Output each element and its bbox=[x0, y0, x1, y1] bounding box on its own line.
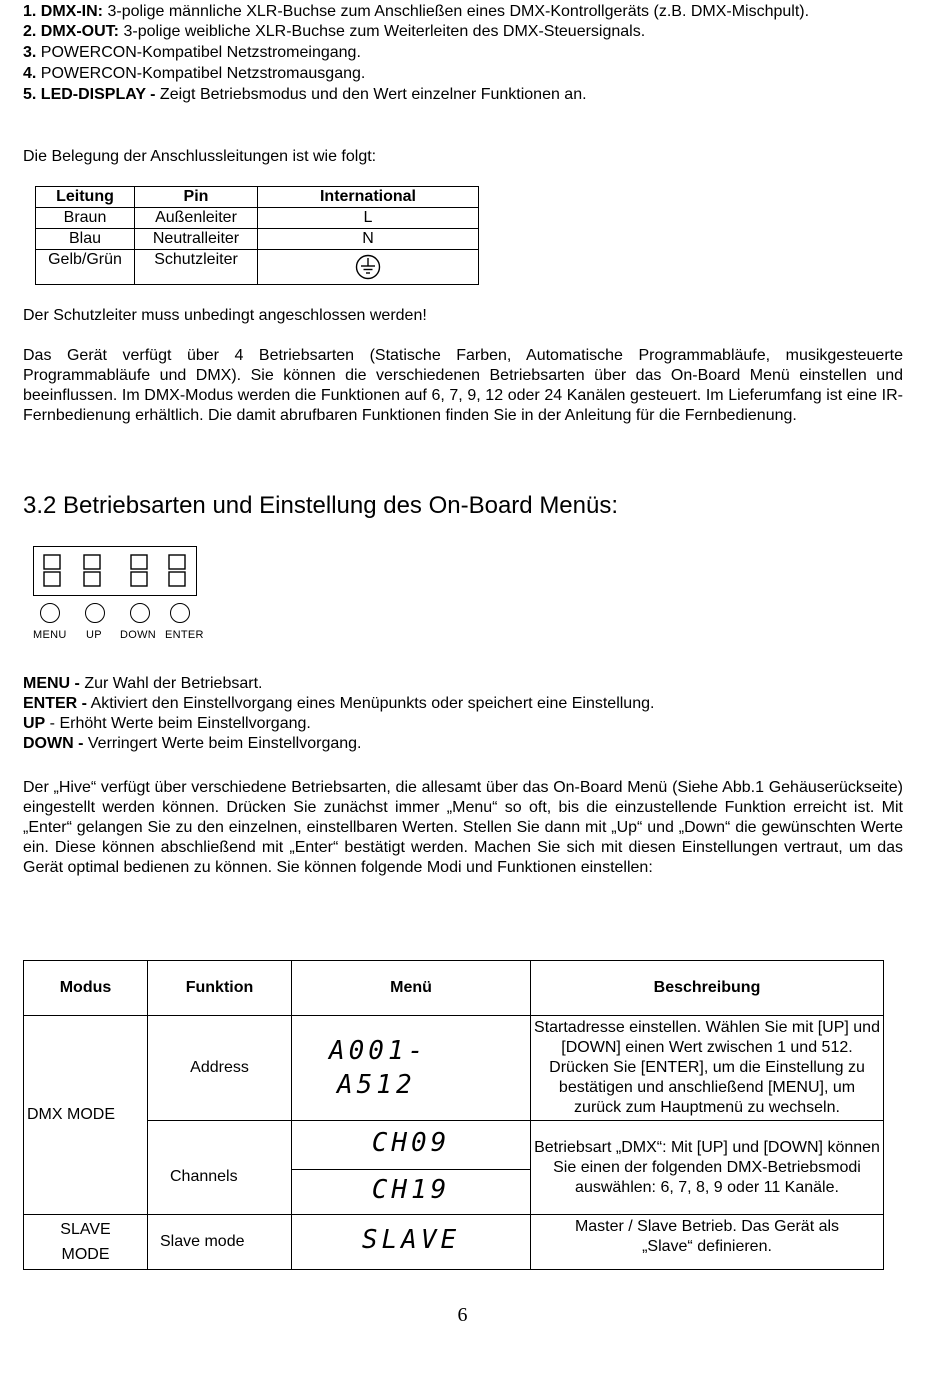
cell-international bbox=[258, 250, 479, 285]
header-pin: Pin bbox=[135, 187, 258, 208]
header-modus: Modus bbox=[24, 961, 148, 1016]
button-desc-menu: MENU - Zur Wahl der Betriebsart. bbox=[23, 675, 263, 692]
menu-button-label: MENU bbox=[33, 629, 67, 641]
table-row bbox=[36, 250, 479, 285]
slave-mode-line2: MODE bbox=[61, 1246, 110, 1263]
slave-desc-line2: „Slave“ definieren. bbox=[642, 1238, 772, 1255]
cell-slave-desc bbox=[531, 1215, 884, 1270]
cell-channels-desc: Betriebsart „DMX“: Mit [UP] und [DOWN] können Sie einen der folgenden DMX-Betriebsmodi auswählen: 6, 7, 8, 9 oder 11 Kanäle. bbox=[531, 1121, 884, 1215]
cell-leitung: Braun bbox=[36, 208, 135, 229]
section-heading: 3.2 Betriebsarten und Einstellung des On-Board Menüs: bbox=[23, 492, 619, 519]
cell-international: N bbox=[258, 229, 479, 250]
cell-channels-display-1: CH09 bbox=[292, 1121, 531, 1170]
cell-address: Address bbox=[148, 1016, 292, 1121]
table-row bbox=[36, 208, 479, 229]
up-button-label: UP bbox=[86, 629, 102, 641]
menu-table-header bbox=[24, 961, 884, 1016]
cell-address-desc: Startadresse einstellen. Wählen Sie mit [UP] und [DOWN] einen Wert zwischen 1 und 512. Drücken Sie [ENTER], um die Einstellung zu bestätigen und anschließend [MENU], um zurück zum Hauptmenü zu wechseln. bbox=[531, 1016, 884, 1121]
hive-paragraph: Der „Hive“ verfügt über verschiedene Betriebsarten, die allesamt über das On-Board Menü (Siehe Abb.1 Gehäuserückseite) eingestellt werden können. Drücken Sie zunächst immer „Menu“ so oft, bis die einzustellende Funktion erreicht ist. Mit „Enter“ gelangen Sie zu den einzelnen, einstellbaren Werten. Stellen Sie dann mit „Up“ und „Down“ die gewünschten Werte ein. Diese können abschließend mit „Enter“ bestätigt werden. Machen Sie sich mit diesen Einstellungen vertraut, um das Gerät optimal bedienen zu können. Sie können folgende Modi und Funktionen einstellen: bbox=[23, 779, 903, 876]
down-button-label: DOWN bbox=[120, 629, 157, 641]
earth-warning: Der Schutzleiter muss unbedingt angeschlossen werden! bbox=[23, 307, 427, 324]
table-row bbox=[24, 1121, 884, 1170]
slave-mode-line1: SLAVE bbox=[60, 1221, 111, 1238]
wiring-intro: Die Belegung der Anschlussleitungen ist wie folgt: bbox=[23, 148, 377, 165]
header-international: International bbox=[258, 187, 479, 208]
table-row bbox=[24, 1016, 884, 1121]
header-beschreibung: Beschreibung bbox=[531, 961, 884, 1016]
table-row bbox=[24, 1215, 884, 1270]
intro-item-3: 3. POWERCON-Kompatibel Netzstromeingang. bbox=[23, 44, 361, 61]
button-desc-down: DOWN - Verringert Werte beim Einstellvorgang. bbox=[23, 735, 362, 752]
cell-leitung: Gelb/Grün bbox=[36, 250, 135, 285]
enter-button-icon bbox=[170, 603, 190, 623]
cell-slave-mode bbox=[24, 1215, 148, 1270]
intro-item-5: 5. LED-DISPLAY - Zeigt Betriebsmodus und den Wert einzelner Funktionen an. bbox=[23, 86, 587, 103]
cell-pin: Außenleiter bbox=[135, 208, 258, 229]
modes-paragraph: Das Gerät verfügt über 4 Betriebsarten (Statische Farben, Automatische Programmabläufe, musikgesteuerte Programmabläufe und DMX). Sie können die verschiedenen Betriebsarten über das On-Board Menü einstellen und beeinflussen. Im DMX-Modus werden die Funktionen auf 6, 7, 9, 12 oder 24 Kanälen gesteuert. Im Lieferumfang ist eine IR-Fernbedienung erhältlich. Die damit abrufbaren Funktionen finden Sie in der Anleitung für die Fernbedienung. bbox=[23, 347, 903, 424]
cell-slave-function: Slave mode bbox=[148, 1215, 292, 1270]
cell-dmx-mode: DMX MODE bbox=[24, 1016, 148, 1215]
cell-leitung: Blau bbox=[36, 229, 135, 250]
display-address-2: A512 bbox=[337, 1070, 416, 1100]
intro-item-2: 2. DMX-OUT: 3-polige weibliche XLR-Buchse zum Weiterleiten des DMX-Steuersignals. bbox=[23, 23, 646, 40]
cell-address-display bbox=[292, 1016, 531, 1121]
menu-button-icon bbox=[40, 603, 60, 623]
cell-slave-display: SLAVE bbox=[292, 1215, 531, 1270]
header-leitung: Leitung bbox=[36, 187, 135, 208]
enter-button-label: ENTER bbox=[165, 629, 204, 641]
down-button-icon bbox=[130, 603, 150, 623]
up-button-icon bbox=[85, 603, 105, 623]
earth-ground-icon bbox=[355, 254, 381, 280]
intro-item-4: 4. POWERCON-Kompatibel Netzstromausgang. bbox=[23, 65, 366, 82]
cell-channels: Channels bbox=[148, 1121, 292, 1215]
cell-international: L bbox=[258, 208, 479, 229]
page-number: 6 bbox=[457, 1304, 468, 1326]
table-row bbox=[36, 229, 479, 250]
slave-desc-line1: Master / Slave Betrieb. Das Gerät als bbox=[574, 1218, 840, 1235]
display-digits bbox=[34, 547, 196, 595]
wiring-table bbox=[35, 186, 479, 285]
cell-pin: Neutralleiter bbox=[135, 229, 258, 250]
wiring-table-header bbox=[36, 187, 479, 208]
button-desc-enter: ENTER - Aktiviert den Einstellvorgang eines Menüpunkts oder speichert eine Einstellung. bbox=[23, 695, 655, 712]
header-funktion: Funktion bbox=[148, 961, 292, 1016]
cell-pin: Schutzleiter bbox=[135, 250, 258, 285]
led-display bbox=[33, 546, 197, 596]
cell-channels-display-2: CH19 bbox=[292, 1170, 531, 1215]
display-address-1: A001- bbox=[329, 1036, 428, 1066]
header-menu: Menü bbox=[292, 961, 531, 1016]
menu-table bbox=[23, 960, 884, 1270]
intro-item-1: 1. DMX-IN: 3-polige männliche XLR-Buchse zum Anschließen eines DMX-Kontrollgeräts (z.B. DMX-Mischpult). bbox=[23, 3, 810, 20]
button-desc-up: UP - Erhöht Werte beim Einstellvorgang. bbox=[23, 715, 311, 732]
